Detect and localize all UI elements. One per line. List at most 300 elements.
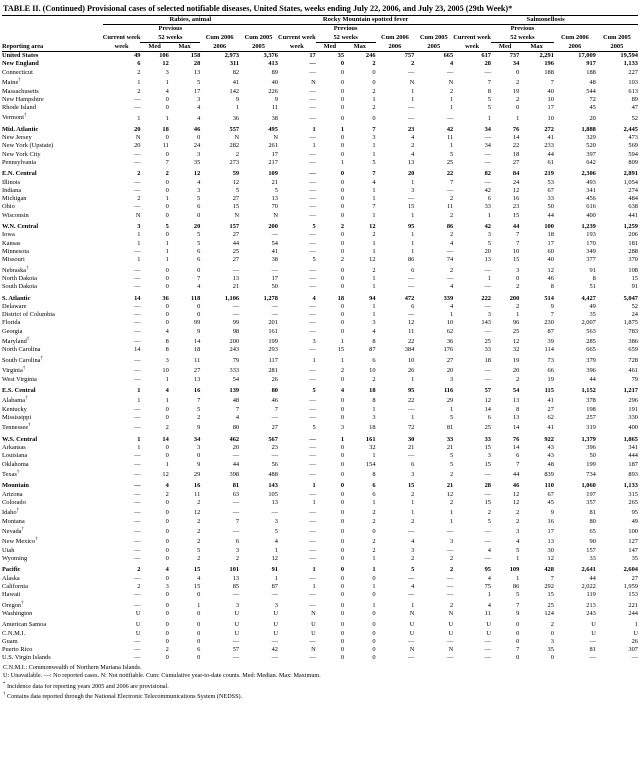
row-area-label: Georgia	[2, 327, 23, 335]
row-value-cum-2005: 1,133	[623, 60, 638, 68]
table-row	[2, 142, 638, 150]
row-value-current-week: —	[484, 283, 491, 291]
row-value-current-week: 5	[487, 104, 491, 112]
row-value-current-week: 143	[481, 319, 491, 327]
row-value-cum-2006: 563	[586, 327, 596, 335]
row-value-max: 0	[197, 609, 201, 617]
row-value-cum-2005: 1	[450, 311, 454, 319]
row-value-med: 0	[165, 546, 169, 554]
row-value-max: 428	[544, 566, 554, 574]
row-value-current-week: —	[484, 646, 491, 654]
row-value-cum-2005: N	[273, 211, 278, 219]
row-value-cum-2006: 4	[411, 134, 415, 142]
row-value-med: 20	[512, 367, 520, 375]
row-value-cum-2006: 734	[586, 470, 596, 478]
row-value-cum-2005: 143	[268, 482, 278, 490]
row-value-max: 11	[194, 490, 201, 498]
row-value-med: 32	[512, 346, 520, 354]
row-value-current-week: 20	[484, 247, 491, 255]
table-row	[2, 295, 638, 303]
row-value-cum-2005: 1,875	[623, 319, 638, 327]
header-2005-salmonellosis: 2005	[596, 42, 638, 51]
row-value-current-week: 42	[484, 223, 491, 231]
row-value-cum-2006: 27	[232, 231, 240, 239]
row-value-cum-2006: 20	[407, 170, 415, 178]
row-value-med: 9	[516, 609, 520, 617]
row-value-current-week: 7	[487, 79, 491, 87]
row-value-max: 6	[372, 490, 376, 498]
row-value-cum-2005: 3	[450, 538, 454, 546]
row-value-cum-2006: N	[409, 646, 415, 654]
row-value-cum-2005: 665	[443, 52, 454, 60]
row-value-cum-2005: 42	[271, 646, 278, 654]
row-value-current-week: —	[309, 327, 316, 335]
row-value-max: 17	[193, 87, 201, 95]
row-value-max: 1	[372, 211, 376, 219]
row-value-med: 2	[516, 517, 520, 525]
row-value-med: 4	[165, 327, 169, 335]
row-value-med: 0	[340, 601, 345, 609]
row-value-current-week: —	[309, 654, 316, 662]
row-value-cum-2006: 1	[411, 375, 415, 383]
row-value-max: 9	[197, 327, 201, 335]
row-value-max: 1	[372, 95, 376, 103]
row-value-med: 0	[165, 283, 169, 291]
row-value-max: 13	[547, 538, 554, 546]
row-area-label: W.N. Central	[2, 223, 39, 231]
row-value-current-week: —	[309, 283, 316, 291]
row-value-cum-2006: 4,427	[581, 294, 596, 302]
row-value-med: 23	[512, 203, 520, 211]
row-value-max: 1	[372, 302, 376, 310]
row-value-cum-2006: —	[407, 114, 415, 122]
row-value-cum-2006: 2	[235, 150, 240, 158]
row-value-current-week: —	[309, 319, 316, 327]
row-value-cum-2005: 1,959	[623, 582, 638, 590]
row-value-max: 0	[197, 452, 201, 460]
header-blank-9	[554, 25, 596, 34]
row-value-med: 200	[509, 294, 520, 302]
row-value-current-week: 6	[487, 413, 491, 421]
row-value-current-week: 18	[484, 356, 491, 364]
row-area-label: Delaware	[2, 302, 27, 310]
header-previous-salmonellosis: Previous	[510, 25, 535, 33]
row-value-max: 53	[547, 178, 554, 186]
row-value-cum-2005: 226	[268, 87, 278, 95]
row-value-max: 2	[197, 528, 201, 535]
row-value-max: 154	[365, 460, 376, 468]
row-value-max: 73	[547, 356, 554, 364]
row-value-current-week: —	[484, 367, 491, 375]
row-value-med: 36	[162, 294, 169, 302]
row-value-current-week: —	[134, 274, 141, 282]
row-value-max: 1	[372, 498, 376, 506]
row-value-cum-2005: 1,133	[623, 482, 638, 490]
header-previous-rabies: Previous	[158, 25, 183, 33]
row-value-cum-2005: —	[271, 311, 278, 319]
table-row	[2, 482, 638, 490]
row-value-cum-2005: U	[273, 621, 278, 629]
row-value-current-week: —	[309, 435, 316, 443]
row-value-med: 0	[340, 413, 345, 421]
row-value-current-week: —	[309, 87, 316, 95]
row-value-cum-2005: 728	[628, 356, 638, 364]
row-value-med: 0	[516, 654, 520, 662]
row-value-current-week: —	[309, 452, 316, 460]
row-value-cum-2005: 3,376	[263, 52, 278, 60]
row-value-med: 12	[162, 470, 169, 478]
row-value-current-week: —	[309, 114, 316, 122]
row-value-med: 1	[516, 555, 520, 563]
row-value-current-week: —	[309, 247, 316, 255]
row-value-med: 7	[516, 231, 520, 239]
row-area-label: Minnesota	[2, 247, 29, 255]
row-value-cum-2005: 274	[628, 186, 638, 194]
row-value-cum-2005: —	[271, 413, 278, 421]
row-value-cum-2005: 41	[271, 247, 278, 255]
row-value-med: 8	[516, 405, 520, 413]
row-value-current-week: —	[309, 375, 316, 383]
row-value-max: 0	[197, 621, 201, 629]
row-value-cum-2005: 339	[443, 294, 454, 302]
header-cum2005-rabies: Cum 2005	[244, 34, 273, 42]
row-value-cum-2005: 13	[271, 498, 278, 506]
row-value-cum-2005: 46	[271, 397, 278, 405]
row-value-max: 0	[372, 621, 376, 629]
row-value-max: 2	[197, 413, 201, 421]
row-value-med: 16	[512, 195, 520, 203]
row-value-max: 11	[194, 356, 201, 364]
row-value-max: 27	[193, 367, 201, 375]
row-value-med: 106	[159, 52, 169, 60]
row-value-med: 737	[509, 52, 520, 60]
row-value-cum-2005: —	[446, 591, 454, 599]
row-value-current-week: —	[134, 413, 141, 421]
row-value-max: 1	[372, 195, 376, 203]
row-value-max: 30	[547, 546, 554, 554]
row-value-cum-2006: 59	[232, 170, 240, 178]
row-value-med: 109	[509, 566, 520, 574]
row-value-max: 32	[369, 443, 376, 451]
row-value-cum-2005: 2	[450, 87, 454, 95]
row-value-current-week: —	[134, 509, 141, 517]
header-labels-row	[2, 42, 638, 51]
row-value-max: 2	[372, 266, 376, 274]
table-row	[2, 283, 638, 291]
row-value-cum-2005: 25	[446, 159, 454, 166]
row-value-med: 54	[512, 386, 520, 394]
row-value-cum-2005: 29	[446, 397, 454, 405]
row-value-cum-2006: 379	[586, 356, 596, 364]
row-value-med: 0	[165, 609, 169, 617]
row-value-current-week: —	[134, 517, 141, 525]
row-value-current-week: N	[135, 134, 141, 142]
header-group-rabies: Rabies, animal	[103, 16, 278, 25]
row-value-cum-2005: —	[446, 528, 454, 535]
row-area-label: Arizona	[2, 490, 23, 498]
row-value-med: 0	[340, 517, 345, 525]
row-value-current-week: —	[309, 104, 316, 112]
row-value-current-week: 1	[312, 582, 316, 590]
row-value-cum-2006: 462	[229, 435, 240, 443]
row-value-med: 0	[165, 319, 169, 327]
row-value-current-week: 14	[134, 346, 141, 354]
row-value-current-week: —	[134, 498, 141, 506]
row-area-label: Illinois	[2, 178, 21, 186]
table-row	[2, 126, 638, 134]
row-value-current-week: 1	[137, 239, 141, 247]
row-value-cum-2005: —	[446, 637, 454, 645]
row-value-cum-2006: —	[407, 574, 415, 582]
row-value-med: 18	[337, 294, 345, 302]
row-value-cum-2005: 3	[450, 375, 454, 383]
table-row	[2, 461, 638, 469]
row-value-cum-2005: 62	[446, 327, 454, 335]
row-value-max: 0	[372, 68, 376, 76]
row-value-current-week: 617	[481, 52, 491, 60]
row-value-current-week: —	[309, 517, 316, 525]
row-value-cum-2006: 79	[232, 356, 240, 364]
row-value-current-week: 5	[312, 424, 316, 432]
row-value-cum-2005: 809	[628, 159, 638, 166]
row-value-cum-2006: 3	[411, 186, 415, 194]
row-value-max: 7	[550, 311, 554, 319]
header-2006-rabies: 2006	[200, 42, 239, 51]
row-value-max: 17	[547, 528, 554, 535]
row-value-med: 0	[516, 637, 520, 645]
row-value-current-week: 33	[484, 346, 491, 354]
row-value-cum-2006: 101	[229, 566, 240, 574]
row-value-current-week: —	[309, 311, 316, 319]
row-value-cum-2006: U	[234, 609, 240, 617]
row-value-max: 158	[190, 52, 201, 60]
row-value-max: 10	[547, 114, 554, 122]
row-value-max: 7	[197, 397, 201, 405]
row-value-current-week: 1	[137, 397, 141, 405]
row-value-med: 0	[340, 170, 345, 178]
row-value-current-week: —	[134, 150, 141, 158]
row-value-max: 15	[547, 591, 554, 599]
row-value-cum-2005: —	[446, 274, 454, 282]
row-value-max: 67	[547, 186, 554, 194]
row-value-cum-2006: 9	[235, 95, 240, 103]
row-value-current-week: —	[134, 266, 141, 274]
table-row	[2, 444, 638, 452]
row-value-med: 76	[512, 435, 520, 443]
row-value-max: 1	[372, 247, 376, 255]
row-value-current-week: 2	[137, 170, 141, 178]
footnote-line: C.N.M.I.: Commonwealth of Northern Mariana Islands.	[3, 663, 142, 671]
row-value-max: 16	[193, 386, 201, 394]
header-med-rmsf: Med	[316, 42, 344, 51]
row-value-cum-2006: 2	[411, 555, 415, 563]
row-value-current-week: N	[311, 609, 316, 617]
header-week-rmsf: week	[278, 42, 316, 51]
row-value-cum-2005: 484	[628, 195, 638, 203]
table-row	[2, 600, 638, 610]
row-value-cum-2006: 3	[235, 601, 240, 609]
row-area-label: Connecticut	[2, 68, 33, 76]
row-value-med: 0	[165, 621, 169, 629]
row-value-max: 230	[544, 319, 554, 327]
row-area-label: West Virginia	[2, 375, 37, 383]
row-value-max: 18	[547, 231, 554, 239]
row-value-current-week: —	[309, 397, 316, 405]
row-value-med: 0	[165, 150, 169, 158]
row-value-cum-2006: —	[232, 311, 240, 319]
row-value-max: 100	[544, 223, 554, 231]
row-value-med: 3	[165, 68, 169, 76]
row-value-current-week: —	[309, 178, 316, 186]
row-value-med: 2	[340, 223, 345, 231]
table-row	[2, 365, 638, 375]
row-value-med: 4	[516, 538, 520, 546]
row-value-max: 43	[547, 452, 554, 460]
row-value-max: 19	[547, 375, 554, 383]
row-value-current-week: 1	[137, 231, 141, 239]
row-value-max: 12	[193, 509, 201, 517]
row-value-current-week: U	[486, 629, 491, 637]
row-value-med: 0	[516, 629, 520, 637]
row-value-cum-2005: —	[446, 186, 454, 194]
row-value-current-week: —	[134, 302, 141, 310]
row-value-cum-2006: 54	[232, 375, 240, 383]
row-value-cum-2005: 91	[631, 283, 638, 291]
row-value-cum-2005: 24	[631, 311, 638, 319]
row-value-max: 1	[372, 150, 376, 158]
row-value-current-week: U	[135, 609, 141, 617]
row-value-max: 1	[372, 274, 376, 282]
row-value-current-week: —	[134, 159, 141, 166]
row-value-max: 27	[547, 405, 554, 413]
row-value-current-week: —	[309, 346, 316, 354]
row-value-cum-2005: 80	[271, 386, 278, 394]
row-value-max: 161	[365, 435, 376, 443]
row-value-cum-2005: 315	[628, 490, 638, 498]
table-row	[2, 395, 638, 405]
row-value-max: 2	[372, 231, 376, 239]
row-value-cum-2005: 5	[450, 460, 454, 468]
row-value-med: 10	[162, 367, 169, 375]
row-value-cum-2006: 1,152	[581, 386, 596, 394]
row-value-cum-2005: 181	[628, 239, 638, 247]
row-value-max: 28	[193, 60, 201, 68]
row-value-cum-2006: 6	[411, 266, 415, 274]
row-value-cum-2005: 19,594	[620, 52, 638, 60]
row-value-current-week: 2	[137, 195, 141, 203]
row-value-med: 0	[340, 302, 345, 310]
row-value-max: 2	[197, 498, 201, 506]
row-area-label: Massachusetts	[2, 87, 39, 95]
row-value-med: 0	[340, 231, 345, 239]
row-value-current-week: 1	[137, 443, 141, 451]
row-value-med: 0	[516, 621, 520, 629]
row-value-current-week: 2	[137, 582, 141, 590]
row-value-cum-2005: 13	[271, 195, 278, 203]
row-value-current-week: 15	[484, 498, 491, 506]
table-row	[2, 112, 638, 122]
row-value-max: 0	[197, 266, 201, 274]
row-value-current-week: 1	[487, 211, 491, 219]
row-value-cum-2005: 89	[271, 68, 278, 76]
row-value-cum-2006: 17,009	[578, 52, 596, 60]
row-value-med: 0	[340, 95, 345, 103]
row-value-cum-2006: 197	[586, 490, 596, 498]
row-value-med: 19	[512, 356, 520, 364]
row-value-cum-2005: N	[448, 609, 454, 617]
row-value-cum-2005: —	[271, 452, 278, 460]
header-blank-1	[2, 25, 103, 34]
row-value-max: 10	[369, 367, 376, 375]
row-value-current-week: —	[484, 150, 491, 158]
table-row	[2, 414, 638, 422]
row-value-cum-2005: U	[273, 629, 278, 637]
row-value-current-week: 1	[487, 591, 491, 599]
row-value-current-week: —	[309, 470, 316, 478]
row-value-cum-2006: —	[232, 498, 240, 506]
row-value-med: 0	[340, 211, 345, 219]
row-value-med: 0	[165, 178, 169, 186]
row-value-med: 2	[516, 302, 520, 310]
row-value-max: 5	[197, 405, 201, 413]
table-row	[2, 566, 638, 574]
row-value-cum-2006: —	[407, 452, 415, 460]
table-row	[2, 575, 638, 583]
row-value-current-week: —	[134, 283, 141, 291]
row-value-cum-2005: 17	[271, 150, 278, 158]
row-value-cum-2006: 91	[589, 266, 596, 274]
row-value-med: 0	[165, 498, 169, 506]
row-value-current-week: —	[134, 356, 141, 364]
row-value-current-week: —	[309, 134, 316, 142]
row-value-current-week: —	[484, 555, 491, 563]
row-value-max: 1	[197, 601, 201, 609]
row-value-cum-2006: 3	[411, 470, 415, 478]
row-value-cum-2006: 51	[589, 283, 596, 291]
row-value-cum-2005: 117	[268, 356, 278, 364]
table-row	[2, 536, 638, 546]
row-value-cum-2006: 1	[411, 239, 415, 247]
row-value-med: 46	[512, 482, 520, 490]
row-value-cum-2005: 441	[628, 211, 638, 219]
row-value-cum-2006: 257	[586, 413, 596, 421]
row-value-cum-2006: 1	[235, 104, 240, 112]
row-value-cum-2006: 33	[589, 555, 596, 563]
row-value-cum-2006: 1	[411, 211, 415, 219]
row-value-med: 0	[165, 302, 169, 310]
row-value-max: 2	[550, 621, 554, 629]
row-value-current-week: —	[484, 159, 491, 166]
row-value-max: 4	[197, 574, 201, 582]
row-value-max: 87	[369, 346, 376, 354]
table-row	[2, 151, 638, 159]
row-value-cum-2005: 2,604	[623, 566, 638, 574]
row-value-med: 2	[516, 95, 520, 103]
row-value-cum-2006: 35	[589, 311, 596, 319]
row-value-cum-2006: —	[407, 283, 415, 291]
table-row	[2, 77, 638, 87]
row-area-label: E.S. Central	[2, 386, 36, 394]
row-value-max: 8	[372, 338, 376, 346]
row-value-med: 12	[512, 498, 520, 506]
table-row	[2, 452, 638, 460]
row-value-current-week: U	[311, 629, 316, 637]
row-value-med: 0	[340, 574, 345, 582]
row-value-max: 20	[193, 223, 201, 231]
row-value-cum-2006: U	[591, 629, 596, 637]
row-value-cum-2006: 15	[232, 203, 240, 211]
row-value-med: 0	[165, 134, 169, 142]
